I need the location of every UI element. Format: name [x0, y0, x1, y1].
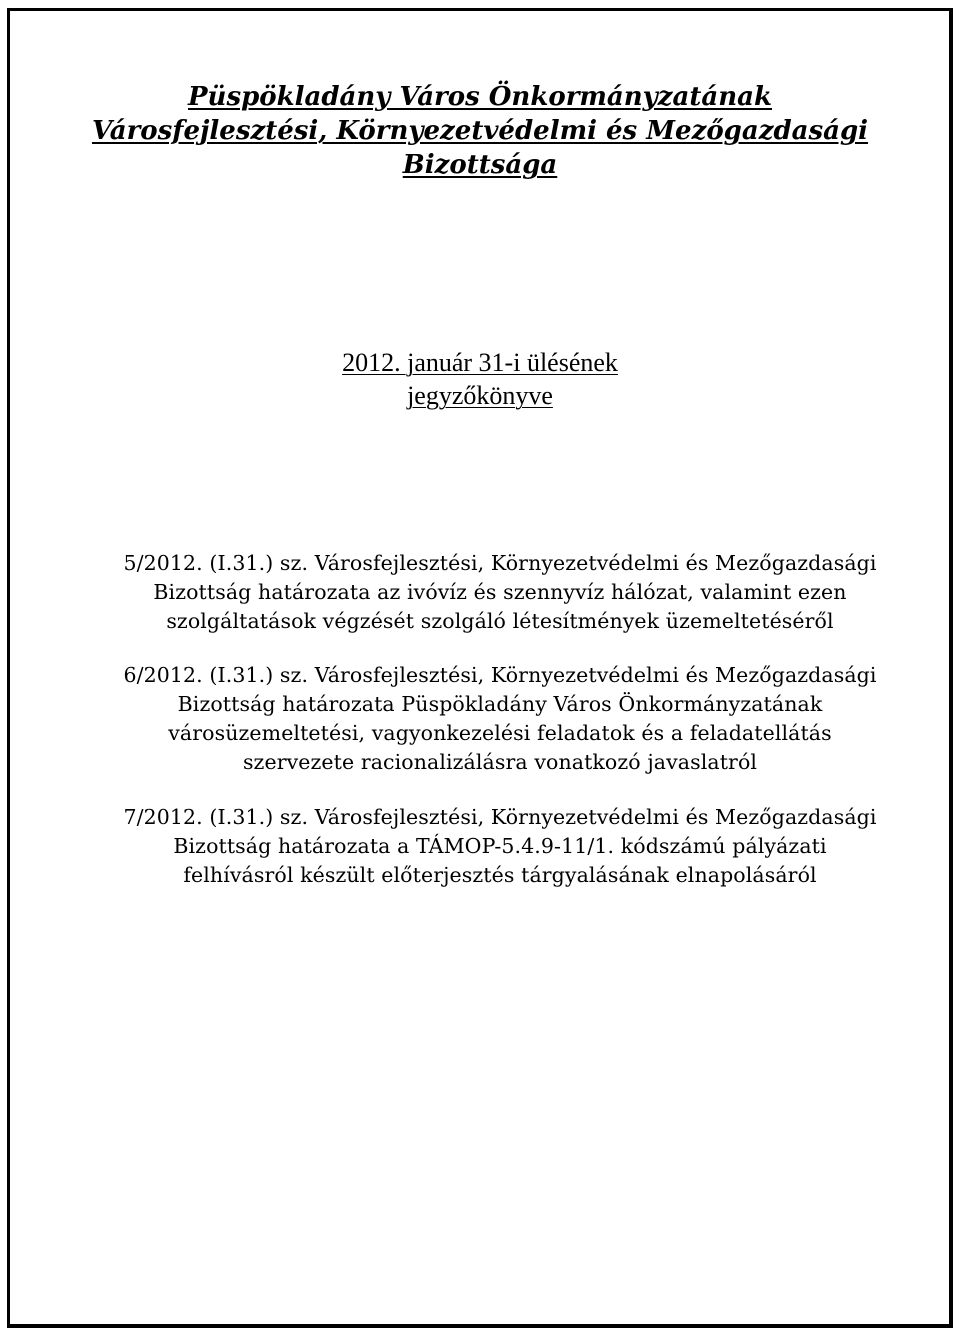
minutes-line-1: 2012. január 31-i ülésének	[342, 348, 618, 377]
resolution-6	[60, 661, 940, 777]
resolution-7-line-3: felhívásról készült előterjesztés tárgyalásának elnapolásáról	[183, 863, 817, 887]
resolution-7-line-2: Bizottság határozata a TÁMOP-5.4.9-11/1. kódszámú pályázati	[173, 834, 827, 858]
resolution-6-line-3: városüzemeltetési, vagyonkezelési feladatok és a feladatellátás	[168, 721, 832, 745]
resolution-5-line-1: 5/2012. (I.31.) sz. Városfejlesztési, Környezetvédelmi és Mezőgazdasági	[123, 551, 877, 575]
resolution-6-line-1: 6/2012. (I.31.) sz. Városfejlesztési, Környezetvédelmi és Mezőgazdasági	[123, 663, 877, 687]
resolution-5-line-3: szolgáltatások végzését szolgáló létesítmények üzemeltetéséről	[166, 609, 834, 633]
heading-line-3: Bizottsága	[402, 150, 558, 180]
resolution-7	[60, 803, 940, 890]
resolution-5-line-2: Bizottság határozata az ivóvíz és szennyvíz hálózat, valamint ezen	[153, 580, 847, 604]
minutes-title	[0, 346, 960, 412]
heading-line-1: Püspökladány Város Önkormányzatának	[187, 82, 772, 112]
minutes-line-2: jegyzőkönyve	[407, 381, 553, 410]
document-heading	[0, 80, 960, 182]
heading-line-2: Városfejlesztési, Környezetvédelmi és Mezőgazdasági	[91, 116, 869, 146]
resolution-6-line-2: Bizottság határozata Püspökladány Város Önkormányzatának	[177, 692, 823, 716]
resolution-5	[60, 549, 940, 636]
resolution-7-line-1: 7/2012. (I.31.) sz. Városfejlesztési, Környezetvédelmi és Mezőgazdasági	[123, 805, 877, 829]
resolution-6-line-4: szervezete racionalizálásra vonatkozó javaslatról	[242, 750, 758, 774]
